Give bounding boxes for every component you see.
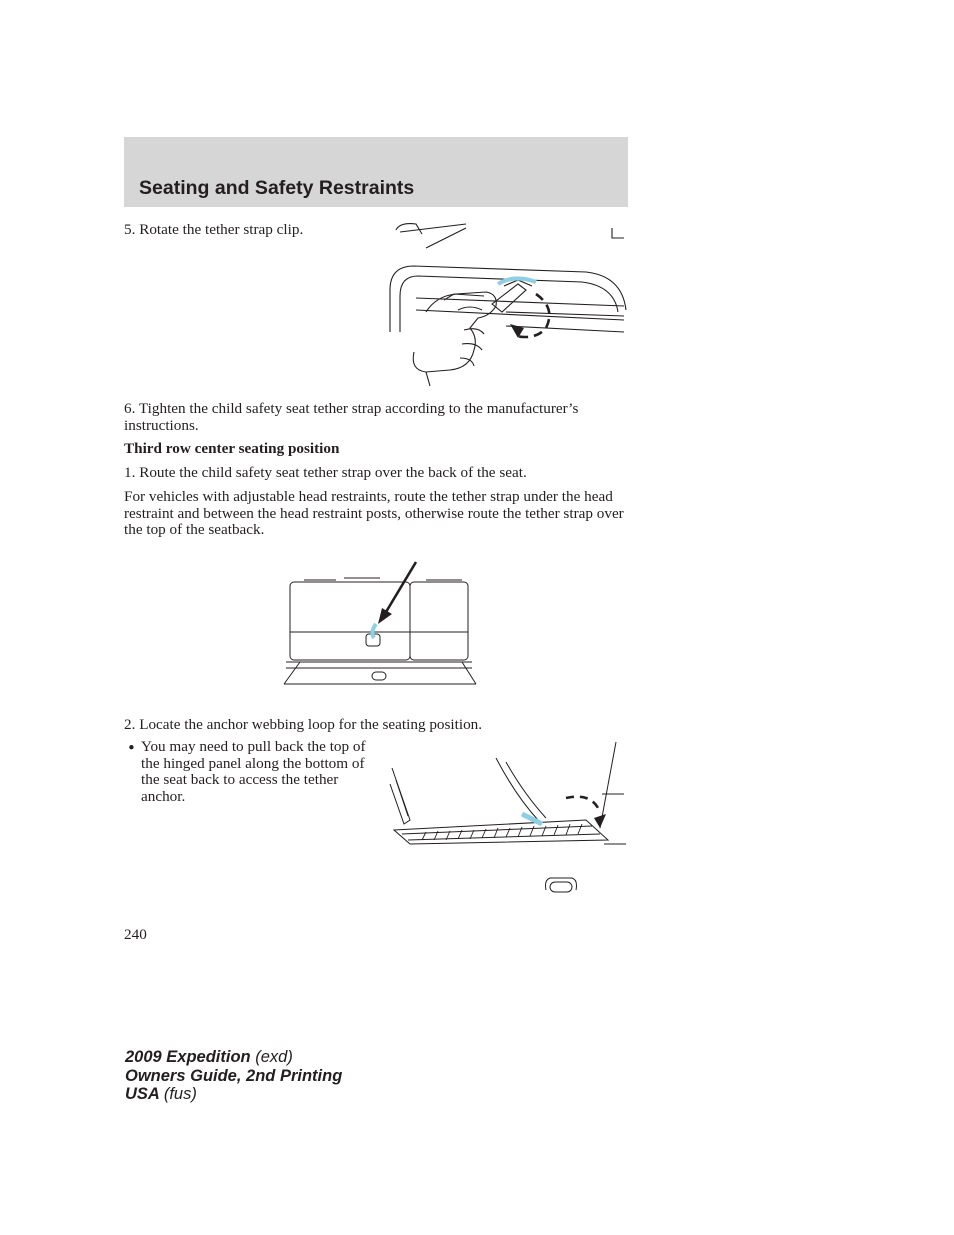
- footer-line-2: Owners Guide, 2nd Printing: [125, 1066, 343, 1085]
- bullet-marker: •: [127, 739, 136, 757]
- footer-line-3: USA (fus): [125, 1085, 197, 1103]
- head-restraint-note: For vehicles with adjustable head restraints, route the tether strap under the head restraint and between the head restraint posts, otherwise route the tether strap over the top of the seatback.: [124, 488, 624, 539]
- tether-clip-illustration: [386, 220, 630, 388]
- bullet-text: You may need to pull back the top of the hinged panel along the bottom of the seat back to access the tether anchor.: [141, 738, 366, 805]
- section-title: Seating and Safety Restraints: [139, 177, 415, 199]
- hinged-panel-illustration: [386, 740, 630, 902]
- route-step-text: 1. Route the child safety seat tether strap over the back of the seat.: [124, 464, 527, 481]
- footer-line-1: 2009 Expedition (exd): [125, 1048, 293, 1066]
- locate-step-text: 2. Locate the anchor webbing loop for the seating position.: [124, 716, 483, 733]
- third-row-heading: Third row center seating position: [124, 440, 340, 457]
- page-number: 240: [124, 926, 147, 943]
- step-6-text: 6. Tighten the child safety seat tether strap according to the manufacturer’s instructions.: [124, 400, 579, 434]
- footer-edition: [125, 1048, 342, 1104]
- seatback-tether-illustration: [282, 558, 480, 688]
- step-5-text: 5. Rotate the tether strap clip.: [124, 221, 304, 238]
